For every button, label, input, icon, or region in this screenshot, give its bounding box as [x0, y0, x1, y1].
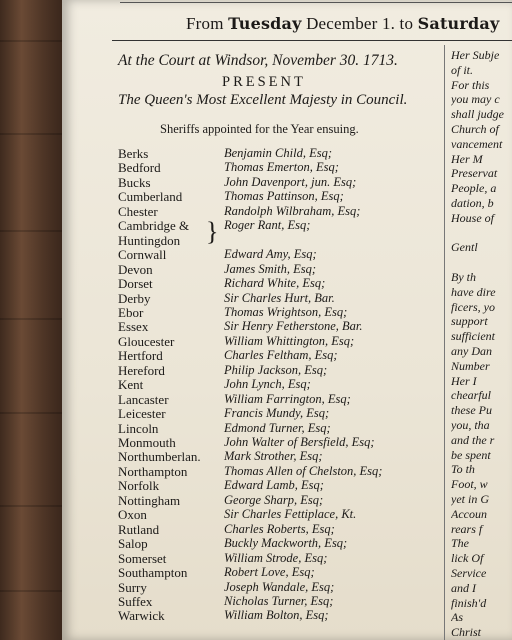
county-name: Lincoln — [118, 420, 159, 436]
right-column-line: Gentl — [451, 240, 478, 255]
county-name: Berks — [118, 146, 149, 161]
right-column-line: chearful — [451, 388, 491, 403]
sheriff-name: Nicholas Turner, Esq; — [224, 593, 334, 608]
masthead-date: December 1. to — [306, 14, 414, 33]
county-name: Northampton — [118, 463, 188, 479]
right-column-line: vancement — [451, 136, 503, 151]
sheriff-name: Thomas Pattinson, Esq; — [224, 189, 344, 204]
county-name: Southampton — [118, 565, 188, 581]
right-column-line: sufficient — [451, 329, 495, 344]
right-column-line: House of — [451, 210, 494, 225]
county-name: Warwick — [118, 608, 165, 624]
right-column-line: ficers, yo — [451, 299, 495, 314]
county-name: Ebor — [118, 304, 144, 320]
sheriff-name: Joseph Wandale, Esq; — [224, 579, 335, 594]
sheriff-name: Francis Mundy, Esq; — [224, 406, 330, 421]
sheriff-name: William Strode, Esq; — [224, 550, 328, 565]
county-name: Cambridge & — [118, 218, 190, 234]
right-column-line: Preservat — [451, 166, 498, 181]
top-rule — [120, 2, 512, 3]
county-name: Hertford — [118, 348, 163, 364]
right-column-line: lick Of — [451, 551, 484, 566]
sheriff-name: Edward Amy, Esq; — [224, 247, 317, 262]
sheriff-name: John Walter of Bersfield, Esq; — [224, 435, 375, 449]
county-name: Essex — [118, 319, 149, 335]
county-name: Monmouth — [118, 435, 176, 450]
right-column-line: As — [451, 610, 463, 625]
sheriff-name: Robert Love, Esq; — [224, 565, 315, 580]
right-column-line: you, tha — [451, 418, 490, 432]
right-column-line: of it. — [451, 62, 474, 77]
right-column-line: dation, b — [451, 196, 494, 210]
county-name: Cumberland — [118, 189, 183, 205]
sheriffs-heading: Sheriffs appointed for the Year ensuing. — [160, 122, 359, 136]
county-name: Leicester — [118, 406, 166, 422]
county-name: Norfolk — [118, 478, 160, 494]
county-name: Kent — [118, 377, 144, 393]
sheriff-name: Roger Rant, Esq; — [224, 218, 311, 233]
county-name: Cornwall — [118, 247, 167, 263]
sheriff-name: John Lynch, Esq; — [224, 377, 311, 392]
sheriff-name: Sir Henry Fetherstone, Bar. — [224, 319, 363, 334]
right-column-line: and I — [451, 580, 476, 595]
right-column-line: support — [451, 314, 488, 329]
right-column-line: yet in G — [451, 492, 489, 506]
right-column-line: Accoun — [451, 506, 487, 521]
sheriff-name: Mark Strother, Esq; — [224, 449, 323, 464]
sheriff-name: William Whittington, Esq; — [224, 333, 355, 348]
masthead-day-end: Saturday — [417, 14, 500, 33]
right-column-line: rears f — [451, 521, 483, 536]
county-name: Salop — [118, 536, 148, 552]
county-name: Lancaster — [118, 391, 169, 407]
right-column-line: Church of — [451, 122, 499, 136]
sheriff-name: Philip Jackson, Esq; — [224, 362, 328, 377]
sheriff-name: Charles Roberts, Esq; — [224, 521, 335, 536]
sheriff-name: Thomas Wrightson, Esq; — [224, 304, 348, 319]
sheriff-name: Randolph Wilbraham, Esq; — [224, 203, 361, 218]
county-name: Hereford — [118, 362, 165, 378]
sheriff-name: Thomas Emerton, Esq; — [224, 160, 339, 175]
county-name: Bucks — [118, 174, 151, 190]
right-column-line: shall judge — [451, 107, 504, 122]
county-name: Huntingdon — [118, 232, 181, 248]
sheriff-name: John Davenport, jun. Esq; — [224, 174, 357, 189]
right-column-line: Foot, w — [451, 477, 488, 492]
right-column-line: To th — [451, 462, 475, 477]
masthead-date-line — [186, 14, 499, 34]
sheriff-name: Charles Feltham, Esq; — [224, 348, 338, 363]
right-column-line: For this — [451, 77, 490, 92]
sheriff-name: Benjamin Child, Esq; — [224, 146, 332, 160]
court-line: At the Court at Windsor, November 30. 1713. — [118, 52, 398, 69]
present-heading: PRESENT — [222, 74, 306, 90]
sheriff-name: Sir Charles Hurt, Bar. — [224, 290, 335, 305]
column-rule — [444, 45, 445, 640]
header-rule — [112, 40, 512, 41]
right-column-line: you may c — [451, 92, 500, 107]
right-column-line: any Dan — [451, 344, 492, 358]
county-name: Derby — [118, 290, 151, 306]
county-name: Northumberlan. — [118, 449, 201, 465]
right-column-line: and the r — [451, 432, 495, 447]
county-name: Nottingham — [118, 492, 181, 508]
council-line: The Queen's Most Excellent Majesty in Council. — [118, 92, 408, 108]
sheriff-name: William Farrington, Esq; — [224, 391, 351, 406]
right-column-line: Her I — [451, 373, 477, 388]
sheriff-name: William Bolton, Esq; — [224, 608, 329, 623]
right-column-line: By th — [451, 270, 476, 284]
county-name: Chester — [118, 203, 158, 219]
masthead-day: Tuesday — [228, 14, 302, 33]
county-name: Oxon — [118, 507, 147, 523]
sheriff-name: Edmond Turner, Esq; — [224, 420, 331, 435]
right-column-line: finish'd — [451, 595, 487, 610]
county-name: Devon — [118, 261, 153, 277]
sheriff-name: Thomas Allen of Chelston, Esq; — [224, 463, 383, 478]
right-column-line: Service — [451, 566, 487, 580]
sheriff-name: Edward Lamb, Esq; — [224, 478, 324, 493]
county-name: Bedford — [118, 160, 161, 176]
right-column-line: have dire — [451, 284, 496, 299]
right-column-line: Her M — [451, 151, 483, 166]
right-column-line: Number — [451, 358, 490, 373]
wooden-background — [0, 0, 62, 640]
county-name: Dorset — [118, 276, 153, 292]
county-name: Surry — [118, 579, 147, 595]
right-column-line: these Pu — [451, 403, 492, 418]
right-column-line: Her Subje — [451, 48, 500, 62]
county-name: Gloucester — [118, 333, 175, 349]
county-name: Rutland — [118, 521, 160, 537]
sheriff-name: Buckly Mackworth, Esq; — [224, 536, 348, 551]
right-column-line: be spent — [451, 447, 491, 462]
sheriff-name: Sir Charles Fettiplace, Kt. — [224, 507, 357, 522]
sheriff-name: George Sharp, Esq; — [224, 492, 324, 507]
right-column-line: Christ — [451, 625, 482, 640]
newspaper-page — [62, 0, 512, 640]
brace-mark: } — [206, 217, 219, 246]
masthead-prefix: From — [186, 14, 224, 33]
county-name: Suffex — [118, 593, 153, 609]
sheriff-name: James Smith, Esq; — [224, 261, 316, 276]
sheriff-name: Richard White, Esq; — [224, 276, 326, 291]
county-name: Somerset — [118, 550, 167, 566]
right-column-line: The — [451, 536, 469, 551]
right-column-line: People, a — [451, 181, 497, 196]
